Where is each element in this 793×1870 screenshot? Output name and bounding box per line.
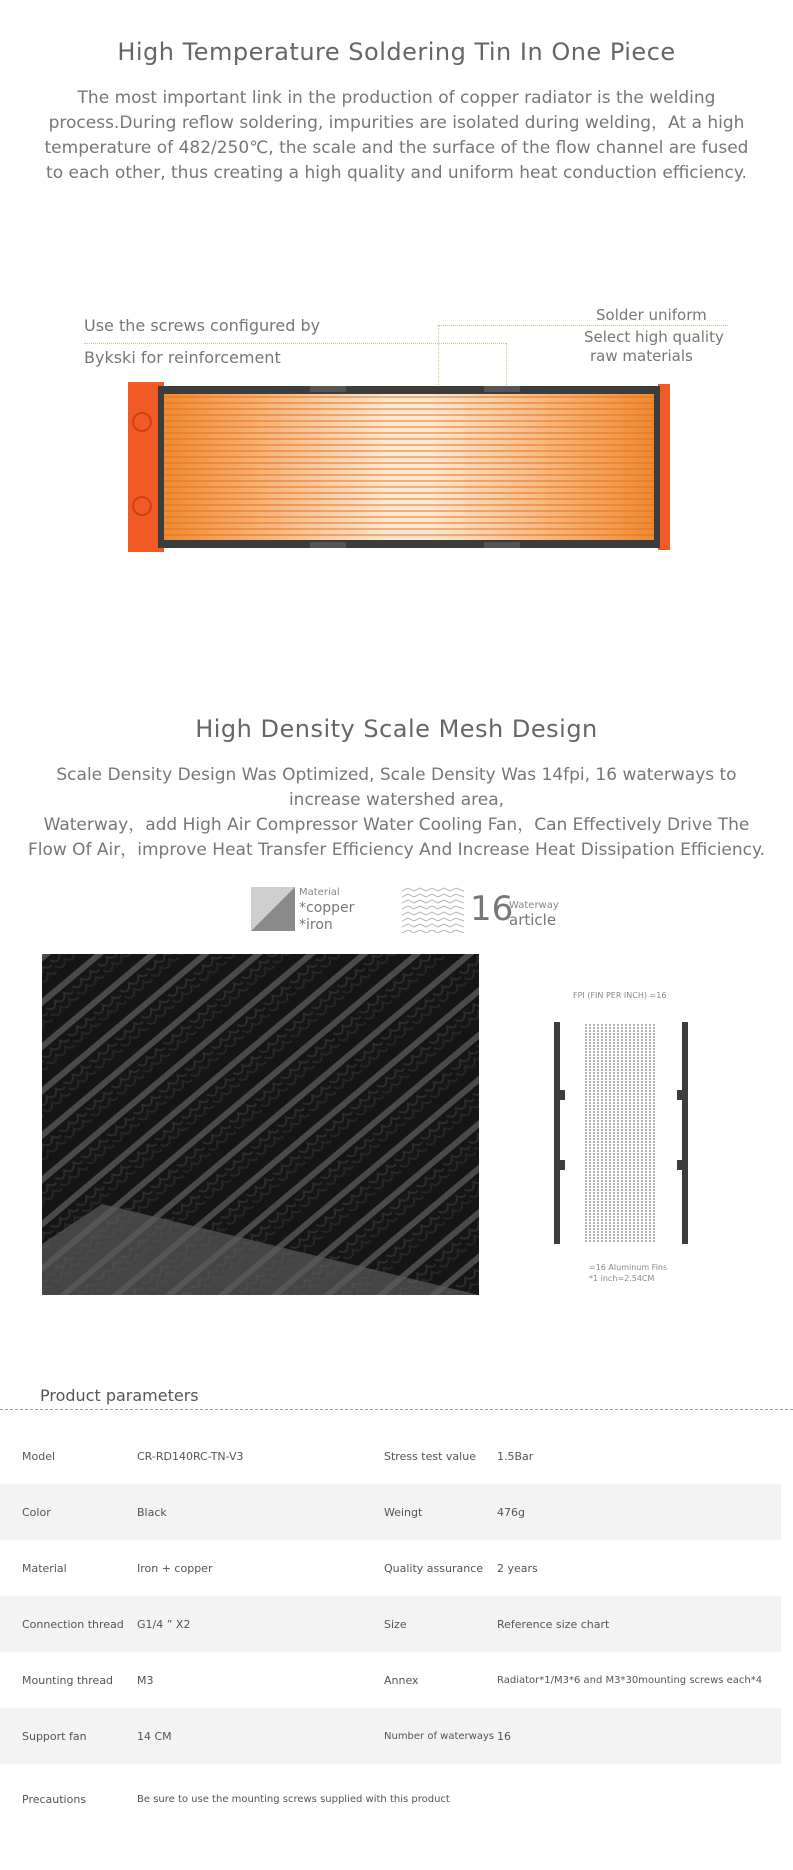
param-value: 1.5Bar	[497, 1449, 534, 1463]
section2-line: increase watershed area,	[288, 790, 505, 810]
waterway-number: 16	[470, 889, 514, 929]
waterway-label: Waterway	[509, 900, 559, 911]
waterway-icon	[402, 887, 464, 933]
table-row	[0, 1484, 781, 1540]
param-value: 14 CM	[137, 1708, 384, 1764]
fin-diagram	[552, 1020, 690, 1246]
section2-title: High Density Scale Mesh Design	[195, 715, 598, 743]
table-row	[0, 1764, 781, 1834]
waterway-unit: article	[509, 911, 557, 929]
section2-description	[0, 763, 793, 863]
param-value: Reference size chart	[497, 1596, 781, 1652]
callout-screws-line1: Use the screws configured by	[84, 316, 321, 335]
section1-line: temperature of 482/250℃, the scale and the surface of the flow channel are fused	[44, 138, 749, 158]
param-value: 2 years	[497, 1561, 538, 1575]
callout-screws-line2: Bykski for reinforcement	[84, 348, 281, 367]
section2-line: Waterway，add High Air Compressor Water Cooling Fan，Can Effectively Drive The	[43, 815, 750, 835]
section1-title: High Temperature Soldering Tin In One Piece	[117, 38, 676, 66]
param-key: Stress test value	[384, 1449, 476, 1463]
table-row	[0, 1428, 781, 1484]
fin-closeup-photo	[42, 954, 479, 1295]
callout-material-line2: raw materials	[590, 347, 693, 365]
params-divider	[0, 1409, 793, 1410]
fin-diagram-drawing	[552, 1020, 690, 1246]
material-icon	[251, 887, 295, 931]
section1-line: The most important link in the production of copper radiator is the welding	[77, 88, 716, 108]
params-table	[0, 1428, 781, 1834]
material-iron: *iron	[299, 917, 333, 933]
param-value: Iron + copper	[137, 1561, 213, 1575]
param-key: Connection thread	[0, 1596, 137, 1652]
param-key: Model	[22, 1449, 56, 1463]
fpi-label: FPI (FIN PER INCH) =16	[573, 991, 667, 1000]
callout-material-line1: Select high quality	[584, 328, 724, 346]
param-key: Number of waterways	[384, 1708, 497, 1764]
inch-conversion-note: *1 inch=2.54CM	[589, 1274, 655, 1283]
param-value: 476g	[497, 1484, 781, 1540]
fins-count-note: =16 Aluminum Fins	[589, 1263, 668, 1272]
param-value: Radiator*1/M3*6 and M3*30mounting screws each*4	[497, 1674, 763, 1686]
callout-solder-underline	[438, 325, 728, 326]
callout-screws-underline	[84, 343, 506, 344]
param-key: Quality assurance	[384, 1561, 484, 1575]
section1-line: to each other, thus creating a high quality and uniform heat conduction efficiency.	[46, 163, 747, 183]
section1-line: process.During reflow soldering, impurities are isolated during welding，At a high	[48, 113, 745, 133]
table-row	[0, 1540, 781, 1596]
param-key: Mounting thread	[22, 1673, 114, 1687]
section2-line: Scale Density Design Was Optimized, Scale Density Was 14fpi, 16 waterways to	[56, 765, 737, 785]
param-key: Precautions	[22, 1792, 87, 1806]
param-key: Weingt	[384, 1484, 497, 1540]
radiator-drawing	[120, 380, 680, 554]
table-row	[0, 1652, 781, 1708]
param-value: 16	[497, 1708, 781, 1764]
param-value: G1/4 ” X2	[137, 1596, 384, 1652]
fin-closeup-drawing	[42, 954, 479, 1295]
table-row	[0, 1596, 781, 1652]
table-row	[0, 1708, 781, 1764]
param-key: Size	[384, 1596, 497, 1652]
param-value: Be sure to use the mounting screws supplied with this product	[137, 1793, 450, 1805]
callout-solder: Solder uniform	[596, 306, 707, 324]
param-key: Color	[0, 1484, 137, 1540]
param-key: Support fan	[0, 1708, 137, 1764]
material-copper: *copper	[299, 900, 355, 916]
radiator-image	[120, 380, 680, 554]
param-value: Black	[137, 1484, 384, 1540]
section1-description	[0, 86, 793, 186]
material-label: Material	[299, 887, 340, 898]
param-key: Material	[22, 1561, 67, 1575]
param-value: CR-RD140RC-TN-V3	[137, 1449, 244, 1463]
params-title: Product parameters	[40, 1386, 199, 1405]
param-value: M3	[137, 1673, 154, 1687]
param-key: Annex	[384, 1673, 419, 1687]
section2-line: Flow Of Air，improve Heat Transfer Efficiency And Increase Heat Dissipation Efficiency.	[27, 840, 766, 860]
